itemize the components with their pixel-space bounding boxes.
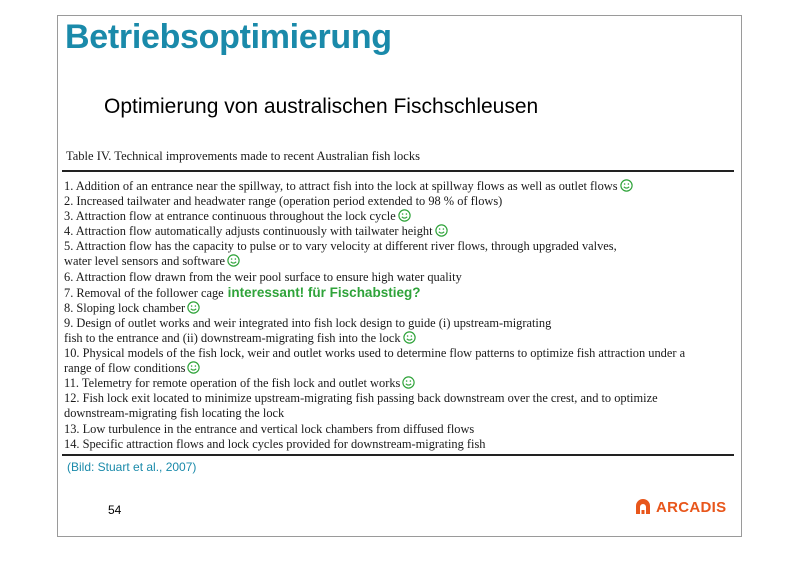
table-line-text: 14. Specific attraction flows and lock cycles provided for downstream-migrating fish	[64, 436, 486, 451]
smiley-icon	[403, 331, 416, 344]
slide-title: Betriebsoptimierung	[65, 18, 392, 56]
table-line	[64, 316, 736, 331]
smiley-icon	[620, 179, 633, 192]
scanned-table	[62, 145, 738, 463]
page-number: 54	[108, 503, 122, 517]
table-line-text: 8. Sloping lock chamber	[64, 300, 186, 315]
smiley-icon	[227, 254, 240, 267]
table-line-text: 6. Attraction flow drawn from the weir pool surface to ensure high water quality	[64, 269, 462, 284]
table-line	[64, 406, 736, 421]
table-line-text: fish to the entrance and (ii) downstream-migrating fish into the lock	[64, 330, 401, 345]
table-caption: Table IV. Technical improvements made to recent Australian fish locks	[66, 149, 420, 163]
smiley-icon	[435, 224, 448, 237]
table-line	[64, 194, 736, 209]
table-line	[64, 254, 736, 269]
table-line	[64, 239, 736, 254]
smiley-icon	[402, 376, 415, 389]
table-bottom-rule	[62, 454, 734, 456]
table-line-text: 13. Low turbulence in the entrance and vertical lock chambers from diffused flows	[64, 421, 475, 436]
arcadis-logo	[634, 497, 726, 517]
table-line	[64, 209, 736, 224]
smiley-icon	[187, 301, 200, 314]
table-line	[64, 361, 736, 376]
slide-subtitle: Optimierung von australischen Fischschleusen	[104, 95, 539, 118]
table-items	[64, 179, 736, 452]
table-line-text: 5. Attraction flow has the capacity to pulse or to vary velocity at different river flows, through upgraded valves,	[64, 239, 617, 254]
table-line-text: 7. Removal of the follower cage	[64, 285, 224, 300]
table-line-text: 11. Telemetry for remote operation of the fish lock and outlet works	[64, 376, 401, 391]
smiley-icon	[187, 361, 200, 374]
smiley-icon	[398, 209, 411, 222]
logo-text: ARCADIS	[656, 498, 727, 516]
table-line-text: 3. Attraction flow at entrance continuous throughout the lock cycle	[64, 209, 396, 224]
table-line	[64, 301, 736, 316]
table-line	[64, 285, 736, 301]
table-line-text: 10. Physical models of the fish lock, weir and outlet works used to determine flow patterns to optimize fish attraction under a	[64, 346, 686, 361]
table-line-text: 4. Attraction flow automatically adjusts continuously with tailwater height	[64, 224, 433, 239]
table-line	[64, 422, 736, 437]
table-line-text: downstream-migrating fish locating the lock	[64, 406, 285, 421]
arcadis-logo-icon	[634, 498, 652, 516]
table-line-text: 2. Increased tailwater and headwater range (operation period extended to 98 % of flows)	[64, 194, 503, 209]
table-line-text: 1. Addition of an entrance near the spillway, to attract fish into the lock at spillway flows as well as outlet flows	[64, 179, 618, 193]
table-line	[64, 376, 736, 391]
table-line	[64, 331, 736, 346]
table-line-text: water level sensors and software	[64, 254, 226, 269]
image-source-credit: (Bild: Stuart et al., 2007)	[67, 460, 197, 474]
table-line	[64, 224, 736, 239]
table-line	[64, 437, 736, 452]
handwritten-annotation: interessant! für Fischabstieg?	[227, 284, 421, 300]
table-line	[64, 179, 736, 194]
table-line	[64, 391, 736, 406]
table-line-text: range of flow conditions	[64, 361, 186, 376]
table-line-text: 9. Design of outlet works and weir integrated into fish lock design to guide (i) upstream-migrating	[64, 315, 552, 330]
table-line	[64, 346, 736, 361]
table-line	[64, 270, 736, 285]
table-top-rule	[62, 170, 734, 172]
table-line-text: 12. Fish lock exit located to minimize upstream-migrating fish passing back downstream over the crest, and to optimize	[64, 391, 658, 406]
